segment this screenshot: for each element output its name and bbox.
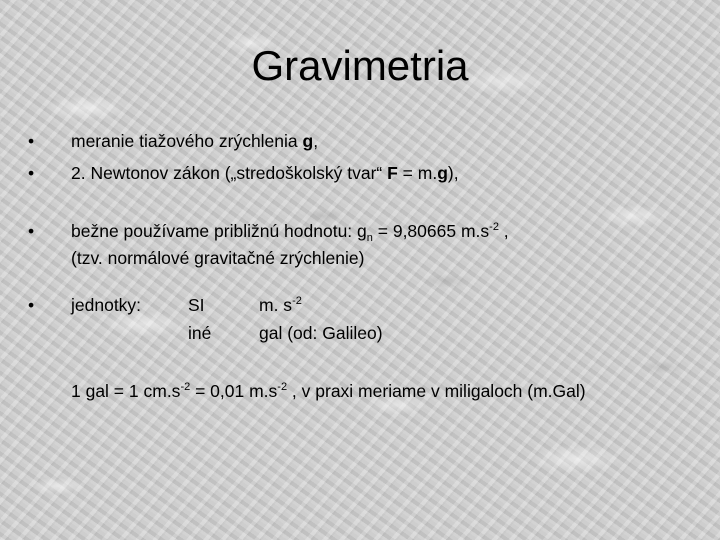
bullet-3-subscript: n: [366, 232, 373, 244]
bullet-2-bold-f: F: [387, 163, 398, 183]
units-label: jednotky:: [71, 295, 142, 315]
bullet-1-bold: g: [302, 131, 314, 151]
units-si-value: [259, 292, 302, 318]
units-si-superscript: -2: [292, 295, 302, 307]
bullet-marker: •: [28, 131, 35, 151]
bullet-item-2: [71, 160, 459, 186]
conversion-superscript-2: -2: [277, 381, 288, 393]
bullet-3-mid: = 9,80665 m.s: [372, 221, 490, 241]
bullet-3-text: bežne používame približnú hodnotu: g: [71, 221, 367, 241]
units-si-label: SI: [188, 295, 205, 315]
conversion-line: [71, 378, 586, 404]
bullet-marker: •: [28, 295, 35, 315]
conversion-part-3: , v praxi meriame v miligaloch (m.Gal): [287, 381, 586, 401]
bullet-2-bold-g: g: [437, 163, 448, 183]
bullet-item-1: [71, 128, 318, 154]
bullet-2-suffix: ),: [447, 163, 459, 183]
bullet-3-line-2: (tzv. normálové gravitačné zrýchlenie): [71, 248, 365, 268]
units-other-label: iné: [188, 323, 212, 343]
bullet-1-text: meranie tiažového zrýchlenia: [71, 131, 303, 151]
bullet-marker: •: [28, 163, 35, 183]
conversion-part-2: = 0,01 m.s: [190, 381, 278, 401]
bullet-item-3: [71, 218, 509, 244]
bullet-1-suffix: ,: [313, 131, 319, 151]
bullet-3-superscript: -2: [489, 221, 499, 233]
bullet-marker: •: [28, 221, 35, 241]
units-other-value: gal (od: Galileo): [259, 323, 383, 343]
slide-title: Gravimetria: [251, 42, 469, 89]
bullet-2-text: 2. Newtonov zákon („stredoškolský tvar“: [71, 163, 388, 183]
bullet-3-suffix: ,: [498, 221, 509, 241]
conversion-superscript-1: -2: [180, 381, 191, 393]
conversion-part-1: 1 gal = 1 cm.s: [71, 381, 181, 401]
units-si-text: m. s: [259, 295, 293, 315]
bullet-2-mid: = m.: [397, 163, 438, 183]
